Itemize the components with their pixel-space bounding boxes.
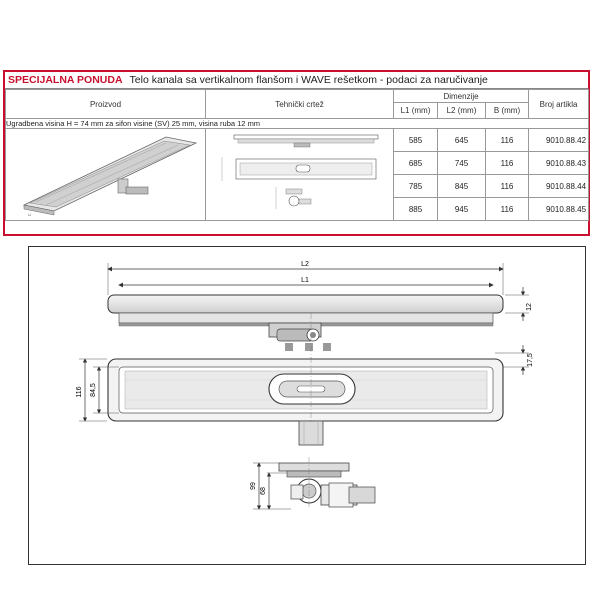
dim-116-label: 116 (76, 386, 83, 398)
dim-99-label: 99 (250, 482, 257, 490)
row3-b: 116 (486, 175, 529, 198)
col-l1-header: L1 (mm) (394, 103, 438, 119)
row4-l1: 885 (394, 198, 438, 221)
col-article-header: Broj artikla (529, 90, 589, 119)
drain-product-icon (6, 129, 204, 217)
thumbnail-drawing-icon (206, 129, 392, 217)
col-product-header: Proizvod (6, 90, 206, 119)
row2-l2: 745 (438, 152, 486, 175)
dim-17-5-label: 17,5 (527, 353, 534, 367)
special-offer-label: SPECIJALNA PONUDA (8, 74, 123, 86)
product-image (6, 129, 206, 221)
dim-84-5-label: 84,5 (90, 383, 97, 397)
technical-drawing (29, 247, 584, 563)
col-l2-header: L2 (mm) (438, 103, 486, 119)
table-row (6, 129, 589, 152)
row3-l2: 845 (438, 175, 486, 198)
col-dimensions-header: Dimenzije (394, 90, 529, 103)
row4-article: 9010.88.45 (529, 198, 589, 221)
tech-drawing-thumbnail (206, 129, 394, 221)
dimension-68 (260, 473, 287, 509)
row2-article: 9010.88.43 (529, 152, 589, 175)
col-b-header: B (mm) (486, 103, 529, 119)
dim-68-label: 68 (260, 487, 267, 495)
row1-b: 116 (486, 129, 529, 152)
row4-l2: 945 (438, 198, 486, 221)
row3-article: 9010.88.44 (529, 175, 589, 198)
row1-article: 9010.88.42 (529, 129, 589, 152)
dim-l1-label: L1 (301, 277, 309, 284)
order-title: Telo kanala sa vertikalnom flanšom i WAVE rešetkom - podaci za naručivanje (129, 74, 488, 86)
install-height-note: Ugradbena visina H = 74 mm za sifon visine (SV) 25 mm, visina ruba 12 mm (6, 119, 589, 129)
row1-l1: 585 (394, 129, 438, 152)
row2-b: 116 (486, 152, 529, 175)
dimension-l1 (119, 277, 493, 285)
dim-12-label: 12 (526, 303, 533, 311)
technical-drawing-panel (28, 246, 586, 565)
dim-l2-label: L2 (301, 261, 309, 268)
order-title-row (5, 72, 588, 89)
row3-l1: 785 (394, 175, 438, 198)
siphon-detail (279, 457, 375, 509)
dimension-12 (505, 287, 533, 321)
top-view (108, 357, 503, 445)
row2-l1: 685 (394, 152, 438, 175)
row1-l2: 645 (438, 129, 486, 152)
row4-b: 116 (486, 198, 529, 221)
svg-text:⊔: ⊔ (28, 212, 32, 217)
order-table (5, 89, 589, 221)
order-info-box (3, 70, 590, 236)
col-drawing-header: Tehnički crtež (206, 90, 394, 119)
